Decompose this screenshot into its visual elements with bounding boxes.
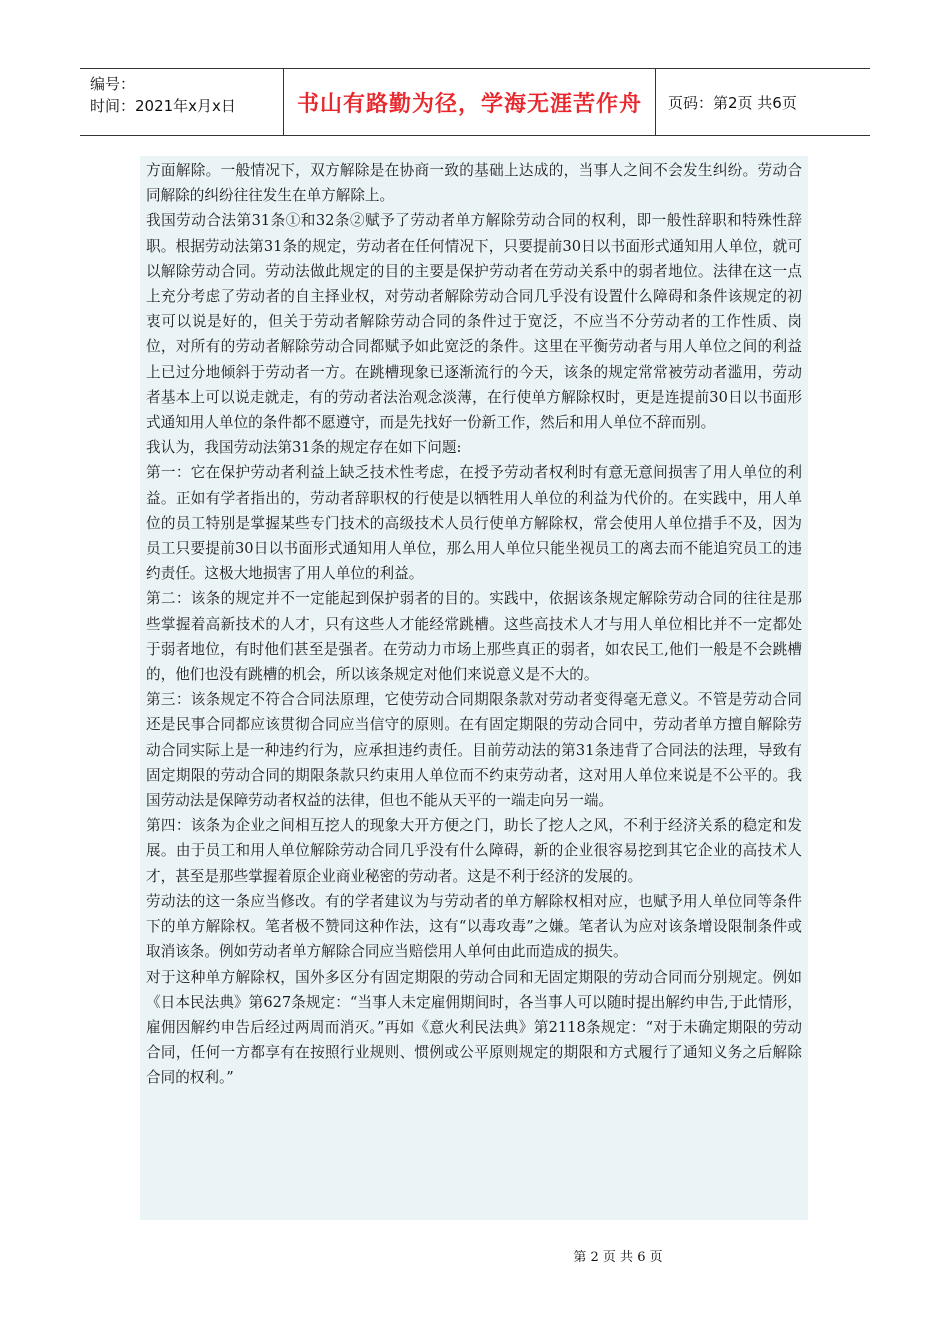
page-footer: 第 2 页 共 6 页 [573, 1250, 663, 1265]
paragraph: 方面解除。一般情况下，双方解除是在协商一致的基础上达成的，当事人之间不会发生纠纷。劳动合同解除的纠纷往往发生在单方解除上。 [146, 162, 802, 205]
header-motto: 书山有路勤为径，学海无涯苦作舟 [284, 69, 656, 135]
document-number-label: 编号： [90, 75, 136, 93]
document-date: 时间：2021年x月x日 [90, 97, 236, 115]
paragraph: 第一：它在保护劳动者利益上缺乏技术性考虑，在授予劳动者权利时有意无意间损害了用人单位的利益。正如有学者指出的，劳动者辞职权的行使是以牺牲用人单位的利益为代价的。在实践中，用人单位的员工特别是掌握某些专门技术的高级技术人员行使单方解除权，常会使用人单位措手不及，因为员工只要提前30日以书面形式通知用人单位，那么用人单位只能坐视员工的离去而不能追究员工的违约责任。这极大地损害了用人单位的利益。 [146, 464, 802, 583]
header-meta [80, 69, 284, 135]
document-body [140, 156, 808, 1220]
paragraph: 第四：该条为企业之间相互挖人的现象大开方便之门，助长了挖人之风，不利于经济关系的稳定和发展。由于员工和用人单位解除劳动合同几乎没有什么障碍，新的企业很容易挖到其它企业的高技术人才，甚至是那些掌握着原企业商业秘密的劳动者。这是不利于经济的发展的。 [146, 817, 802, 885]
paragraph: 对于这种单方解除权，国外多区分有固定期限的劳动合同和无固定期限的劳动合同而分别规定。例如《日本民法典》第627条规定：“当事人未定雇佣期间时，各当事人可以随时提出解约申告,于此情形，雇佣因解约申告后经过两周而消灭。”再如《意火利民法典》第2118条规定：“对于未确定期限的劳动合同，任何一方都享有在按照行业规则、惯例或公平原则规定的期限和方式履行了通知义务之后解除合同的权利。” [146, 968, 802, 1087]
paragraph: 第二：该条的规定并不一定能起到保护弱者的目的。实践中，依据该条规定解除劳动合同的往往是那些掌握着高新技术的人才，只有这些人才能经常跳槽。这些高技术人才与用人单位相比并不一定都处于弱者地位，有时他们甚至是强者。在劳动力市场上那些真正的弱者，如农民工,他们一般是不会跳槽的，他们也没有跳槽的机会，所以该条规定对他们来说意义是不大的。 [146, 590, 802, 684]
paragraph: 劳动法的这一条应当修改。有的学者建议为与劳动者的单方解除权相对应，也赋予用人单位同等条件下的单方解除权。笔者极不赞同这种作法，这有“以毒攻毒”之嫌。笔者认为应对该条增设限制条件或取消该条。例如劳动者单方解除合同应当赔偿用人单何由此而造成的损失。 [146, 892, 802, 961]
page-header [80, 68, 870, 136]
paragraph: 我认为，我国劳动法第31条的规定存在如下问题: [146, 439, 462, 457]
paragraph: 第三：该条规定不符合合同法原理，它使劳动合同期限条款对劳动者变得毫无意义。不管是劳动合同还是民事合同都应该贯彻合同应当信守的原则。在有固定期限的劳动合同中，劳动者单方擅自解除劳动合同实际上是一种违约行为，应承担违约责任。目前劳动法的第31条违背了合同法的法理，导致有固定期限的劳动合同的期限条款只约束用人单位而不约束劳动者，这对用人单位来说是不公平的。我国劳动法是保障劳动者权益的法律，但也不能从天平的一端走向另一端。 [146, 691, 802, 810]
paragraph: 我国劳动合法第31条①和32条②赋予了劳动者单方解除劳动合同的权利，即一般性辞职和特殊性辞职。根据劳动法第31条的规定，劳动者在任何情况下，只要提前30日以书面形式通知用人单位，就可以解除劳动合同。劳动法做此规定的目的主要是保护劳动者在劳动关系中的弱者地位。法律在这一点上充分考虑了劳动者的自主择业权，对劳动者解除劳动合同几乎没有设置什么障碍和条件该规定的初衷可以说是好的，但关于劳动者解除劳动合同的条件过于宽泛，不应当不分劳动者的工作性质、岗位，对所有的劳动者解除劳动合同都赋予如此宽泛的条件。这里在平衡劳动者与用人单位之间的利益上已过分地倾斜于劳动者一方。在跳槽现象已逐渐流行的今天，该条的规定常常被劳动者滥用，劳动者基本上可以说走就走，有的劳动者法治观念淡薄，在行使单方解除权时，更是连提前30日以书面形式通知用人单位的条件都不愿遵守，而是先找好一份新工作，然后和用人单位不辞而别。 [146, 212, 802, 432]
header-page-number: 页码：第2页 共6页 [668, 93, 797, 112]
